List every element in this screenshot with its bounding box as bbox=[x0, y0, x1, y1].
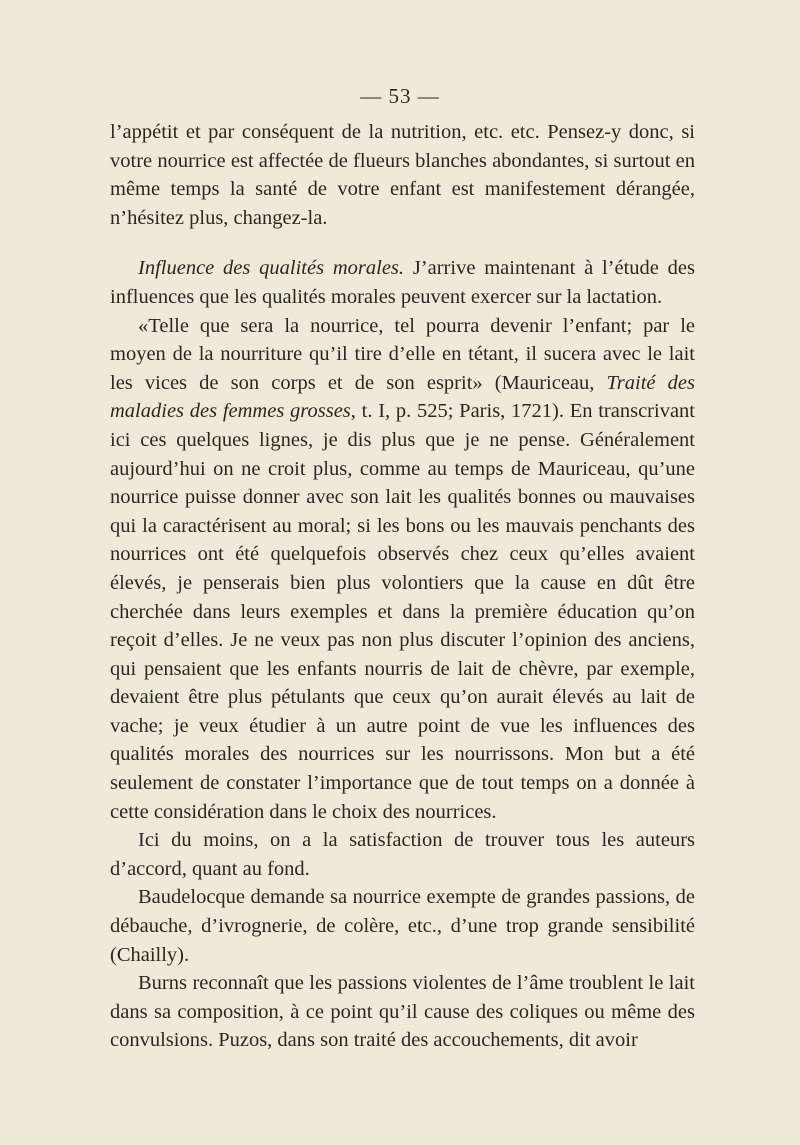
paragraph-moral-qualities bbox=[110, 254, 695, 311]
paragraph-agreement: Ici du moins, on a la satisfaction de trouver tous les auteurs d’accord, quant au fond. bbox=[110, 829, 695, 880]
book-title: Traité des maladies des femmes grosses bbox=[110, 371, 695, 423]
paragraph-text: J’arrive maintenant à l’étude des influences que les qualités morales peuvent exercer sur la lactation. bbox=[110, 257, 695, 308]
quote-text: «Telle que sera la nourrice, tel pourra devenir l’enfant; par le moyen de la nourriture qu’il tire d’elle en tétant, il sucera avec le lait les vices de son corps et de son esprit» (Mauriceau, bbox=[110, 314, 695, 394]
paragraph-mauriceau-quote bbox=[110, 312, 695, 827]
section-heading: Influence des qualités morales. bbox=[138, 257, 405, 280]
body-text bbox=[110, 118, 695, 1055]
paragraph-text: , t. I, p. 525; Paris, 1721). En transcrivant ici ces quelques lignes, je dis plus que je ne pense. Généralement aujourd’hui on ne croit plus, comme au temps de Mauriceau, qu’une nourrice puisse donner avec son lait les qualités bonnes ou mauvaises qui la caractérisent au moral; si les bons ou les mauvais penchants des nourrices ont été quelquefois observés chez ceux qu’elles avaient élevés, je penserais bien plus volontiers que la cause en dût être cherchée dans leurs exemples et dans la première éducation qu’on reçoit d’elles. Je ne veux pas non plus discuter l’opinion des anciens, qui pensaient que les enfants nourris de lait de chèvre, par exemple, devaient être plus pétulants que ceux qu’on aurait élevés au lait de vache; je veux étudier à un autre point de vue les influences des qualités morales des nourrices sur les nourrissons. Mon but a été seulement de constater l’importance que de tout temps on a donnée à cette considération dans le choix des nourrices. bbox=[110, 400, 695, 823]
page-number: — 53 — bbox=[360, 84, 440, 108]
paragraph-baudelocque: Baudelocque demande sa nourrice exempte de grandes passions, de débauche, d’ivrognerie, de colère, etc., d’une trop grande sensibilité (Chailly). bbox=[110, 886, 695, 966]
paragraph-burns: Burns reconnaît que les passions violentes de l’âme troublent le lait dans sa composition, à ce point qu’il cause des coliques ou même des convulsions. Puzos, dans son traité des accouchements, dit avoir bbox=[110, 972, 695, 1052]
paragraph-continuation: l’appétit et par conséquent de la nutrition, etc. etc. Pensez-y donc, si votre nourrice est affectée de flueurs blanches abondantes, si surtout en même temps la santé de votre enfant est manifestement dérangée, n’hésitez plus, changez-la. bbox=[110, 121, 695, 229]
